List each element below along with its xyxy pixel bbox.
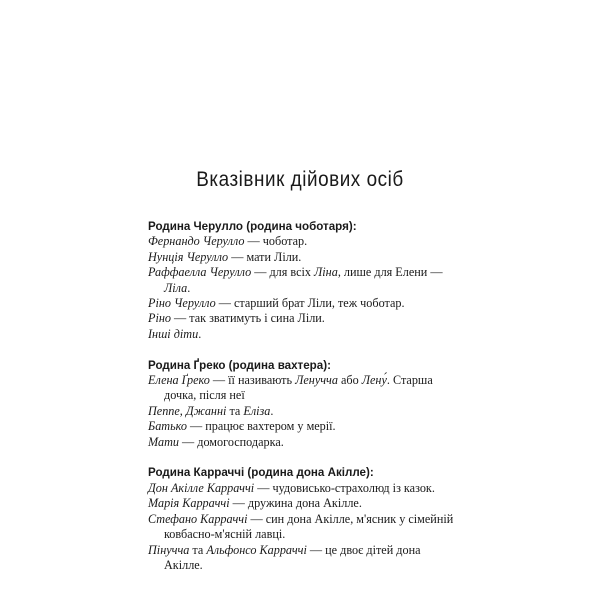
character-description: — мати Ліли. (228, 249, 302, 264)
family-heading: Родина Черулло (родина чоботаря): (148, 220, 357, 233)
character-description: , лише для Елени — (337, 265, 443, 280)
character-description: та (226, 403, 244, 418)
character-name: Ріно (148, 311, 171, 326)
character-entry (148, 234, 458, 249)
character-description: . Старша дочка, після неї (164, 373, 433, 403)
character-name: Фернандо Черулло (148, 234, 245, 249)
character-name: Інші діти (148, 326, 199, 341)
character-name: Марія Карраччі (148, 496, 230, 511)
page-title: Вказівник дійових осіб (196, 168, 404, 191)
character-description: — її називають (209, 373, 296, 388)
character-name: Пінучча (148, 542, 190, 557)
character-description: . (198, 326, 202, 341)
character-description: — так зватимуть і сина Ліли. (170, 311, 325, 326)
family-heading: Родина Карраччі (родина дона Акілле): (148, 466, 374, 480)
character-index (148, 219, 458, 589)
character-description: . (187, 280, 191, 295)
character-description: . (270, 403, 274, 418)
character-entry (148, 419, 458, 434)
character-nickname: Ленучча (295, 373, 338, 388)
character-entry (148, 543, 458, 574)
character-name: Альфонсо Карраччі (206, 542, 307, 557)
character-name: Мати (148, 434, 179, 449)
character-description: — домогосподарка. (178, 434, 284, 449)
character-name: Нунція Черулло (148, 249, 229, 264)
character-description: — старший брат Ліли, теж чоботар. (215, 296, 405, 311)
character-description: — чудовисько-страхолюд із казок. (254, 480, 435, 495)
character-entry (148, 496, 458, 511)
character-name: Раффаелла Черулло (148, 265, 252, 280)
character-name: Пеппе, Джанні (148, 403, 227, 418)
character-name: Ріно Черулло (148, 296, 216, 311)
character-nickname: Лену́ (361, 373, 387, 388)
character-entry (148, 296, 458, 311)
family-heading: Родина Ґреко (родина вахтера): (148, 358, 331, 372)
character-description: та (189, 542, 207, 557)
character-entry (148, 481, 458, 496)
character-nickname: Ліна (314, 265, 338, 280)
character-name: Стефано Карраччі (148, 511, 248, 526)
character-entry (148, 311, 458, 326)
character-description: — син дона Акілле, м'ясник у сімейній ковбасно-м'ясній лавці. (164, 511, 454, 542)
character-description: — працює вахтером у мерії. (186, 419, 336, 434)
character-description: — дружина дона Акілле. (229, 496, 362, 511)
character-entry (148, 250, 458, 265)
family-section (148, 465, 458, 573)
character-description: — це двоє дітей дона Акілле. (164, 542, 421, 572)
character-description: — чоботар. (244, 234, 308, 249)
character-name: Дон Акілле Карраччі (148, 480, 255, 495)
character-description: — для всіх (251, 265, 315, 280)
character-nickname: Ліла (164, 280, 188, 295)
character-entry (148, 404, 458, 419)
character-name: Еліза (243, 403, 271, 418)
character-entry (148, 512, 458, 543)
character-name: Елена Ґреко (148, 373, 210, 388)
character-entry (148, 327, 458, 342)
character-entry (148, 373, 458, 404)
character-entry (148, 265, 458, 296)
character-description: або (337, 373, 362, 388)
family-section (148, 358, 458, 450)
character-name: Батько (148, 419, 187, 434)
family-section (148, 219, 458, 342)
character-entry (148, 435, 458, 450)
